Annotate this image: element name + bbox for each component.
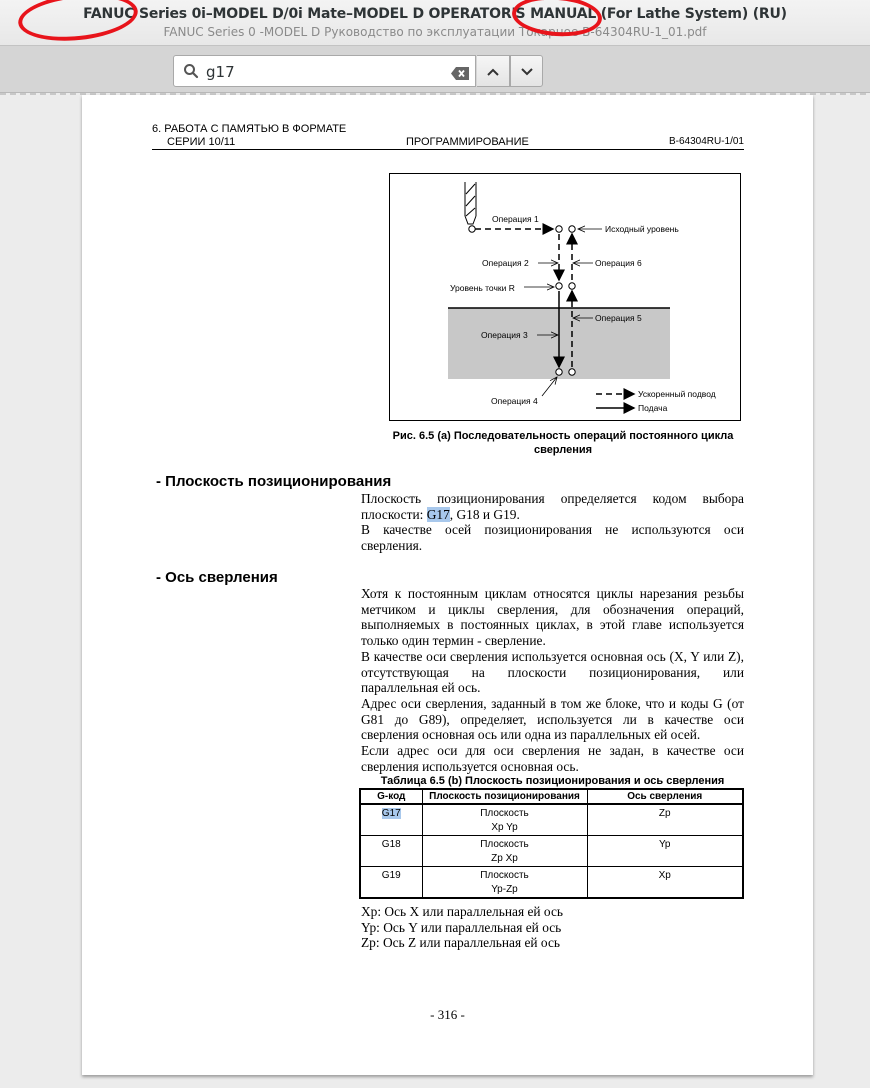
label-r-level: Уровень точки R: [450, 283, 515, 293]
table-header-row: [360, 789, 743, 804]
label-initial-level: Исходный уровень: [605, 224, 679, 234]
header-g-code: G-код: [360, 789, 422, 804]
positioning-plane-para1: [361, 491, 744, 522]
cell-plane: [422, 836, 587, 867]
cell-plane: [422, 804, 587, 836]
legend-rapid-label: Ускоренный подвод: [638, 389, 716, 399]
find-next-button[interactable]: [510, 55, 543, 87]
label-op2: Операция 2: [482, 258, 529, 268]
cell-code: [360, 804, 422, 836]
cell-axis: Xp: [587, 867, 743, 899]
bottom-point-b: [569, 369, 575, 375]
g-code-table: [359, 788, 744, 899]
axis-notes: [361, 904, 563, 951]
figure-caption: [382, 429, 744, 457]
search-match-highlight: G17: [426, 506, 450, 522]
note-line: Yp: Ось Y или параллельная ей ось: [361, 919, 562, 935]
table-row: [360, 867, 743, 899]
note-line: Xp: Ось X или параллельная ей ось: [361, 904, 563, 919]
drill-icon: [465, 182, 476, 224]
find-toolbar: [0, 45, 870, 93]
para1-text-b: , G18 и G19.: [449, 506, 520, 522]
document-code: B-64304RU-1/01: [668, 136, 744, 147]
window-subtitle: FANUC Series 0 -MODEL D Руководство по эксплуатации Токарное B-64304RU-1_01.pdf: [163, 25, 707, 39]
initial-point-a: [556, 226, 562, 232]
plane-line2: Zp Xp: [491, 853, 518, 864]
drilling-axis-text: [361, 586, 744, 774]
figure-caption-line1: Рис. 6.5 (a) Последовательность операций постоянного цикла: [392, 430, 734, 442]
positioning-plane-para2: В качестве осей позиционирования не используются оси сверления.: [361, 522, 744, 554]
document-page: [82, 95, 813, 1075]
plane-line1: Плоскость: [480, 839, 529, 850]
clear-search-icon[interactable]: [451, 65, 469, 84]
header-axis: Ось сверления: [587, 789, 743, 804]
label-op6: Операция 6: [595, 258, 642, 268]
page-number: - 316 -: [430, 1007, 465, 1022]
cell-code: G18: [360, 836, 422, 867]
plane-line1: Плоскость: [480, 808, 529, 819]
heading-positioning-plane: - Плоскость позиционирования: [156, 473, 392, 490]
note-line: Zp: Ось Z или параллельная ей ось: [361, 935, 561, 950]
search-icon: [183, 63, 199, 83]
section-title: ПРОГРАММИРОВАНИЕ: [406, 136, 529, 148]
cell-code: G19: [360, 867, 422, 899]
r-point-b: [569, 283, 575, 289]
label-op1: Операция 1: [492, 214, 539, 224]
positioning-plane-text: [361, 491, 744, 554]
table-row: [360, 804, 743, 836]
r-point-a: [556, 283, 562, 289]
find-previous-button[interactable]: [477, 55, 510, 87]
start-point: [469, 226, 475, 232]
plane-line2: Yp-Zp: [491, 884, 518, 895]
label-op3: Операция 3: [481, 330, 528, 340]
search-input[interactable]: [206, 61, 436, 83]
search-match-highlight: G17: [381, 808, 401, 819]
header-rule: [152, 149, 744, 150]
window-title: FANUC Series 0i–MODEL D/0i Mate–MODEL D OPERATOR'S MANUAL (For Lathe System) (RU): [83, 6, 787, 22]
table-caption: Таблица 6.5 (b) Плоскость позиционирования и ось сверления: [380, 775, 725, 787]
cell-axis: Yp: [587, 836, 743, 867]
search-field[interactable]: [173, 55, 476, 87]
legend-feed-label: Подача: [638, 403, 668, 413]
heading-drilling-axis: - Ось сверления: [156, 569, 278, 586]
chapter-title-line1: 6. РАБОТА С ПАМЯТЬЮ В ФОРМАТЕ: [152, 123, 347, 135]
drilling-axis-para: Адрес оси сверления, заданный в том же блоке, что и коды G (от G81 до G89), определяет, используется ли в качестве оси сверления основная ось или одна из параллельных ей осей.: [361, 695, 744, 743]
window-titlebar: [0, 0, 870, 45]
figure-caption-line2: сверления: [533, 444, 593, 456]
para1-text-a: Плоскость позиционирования определяется кодом выбора плоскости:: [361, 491, 744, 522]
cell-plane: [422, 867, 587, 899]
plane-line2: Xp Yp: [491, 822, 518, 833]
label-op5: Операция 5: [595, 313, 642, 323]
drilling-axis-para: Хотя к постоянным циклам относятся циклы нарезания резьбы метчиком и циклы сверления, для обозначения операций, выполняемых в постоянных циклах, в этой главе используется только один термин - сверление.: [361, 586, 744, 649]
header-plane: Плоскость позиционирования: [422, 789, 587, 804]
chapter-title-line2: СЕРИИ 10/11: [167, 136, 236, 148]
drilling-axis-para: Если адрес оси для оси сверления не задан, в качестве оси сверления используется основная ось.: [361, 743, 744, 774]
chevron-up-icon: [486, 62, 500, 81]
plane-line1: Плоскость: [480, 870, 529, 881]
chevron-down-icon: [520, 62, 534, 81]
initial-point-b: [569, 226, 575, 232]
label-op4: Операция 4: [491, 396, 538, 406]
cell-axis: Zp: [587, 804, 743, 836]
drilling-axis-para: В качестве оси сверления используется основная ось (X, Y или Z), отсутствующая на плоскости позиционирования, или параллельная ей ось.: [361, 648, 744, 696]
bottom-point-a: [556, 369, 562, 375]
table-row: [360, 836, 743, 867]
drilling-cycle-figure: [389, 173, 741, 421]
